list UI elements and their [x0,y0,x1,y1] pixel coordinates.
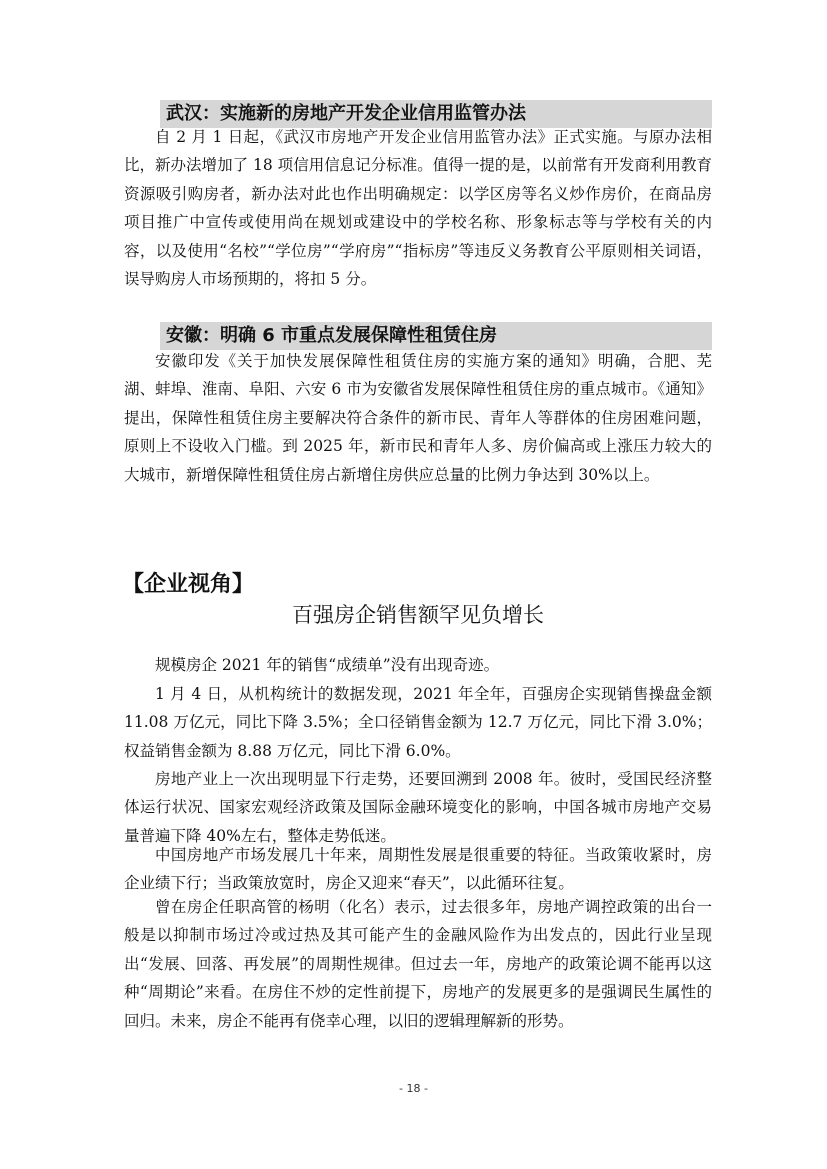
article-paragraph-1: 规模房企 2021 年的销售“成绩单”没有出现奇迹。 [155,656,500,674]
section-heading-wuhan: 武汉：实施新的房地产开发企业信用监管办法 [160,100,712,128]
section-heading-anhui: 安徽：明确 6 市重点发展保障性租赁住房 [160,322,712,350]
corner-label: 【企业视角】 [122,572,255,597]
page-number: - 18 - [399,1082,428,1095]
paragraph-anhui: 安徽印发《关于加快发展保障性租赁住房的实施方案的通知》明确，合肥、芜湖、蚌埠、淮南、阜阳、六安 6 市为安徽省发展保障性租赁住房的重点城市。《通知》提出，保障性租赁住房主要解决符合条件的新市民、青年人等群体的住房困难问题，原则上不设收入门槛。到 2025 年，新市民和青年人多、房价偏高或上涨压力较大的大城市，新增保障性租赁住房占新增住房供应总量的比例力争达到 30%以上。 [124,352,712,484]
article-paragraph-5: 曾在房企任职高管的杨明（化名）表示，过去很多年，房地产调控政策的出台一般是以抑制市场过冷或过热及其可能产生的金融风险作为出发点的，因此行业呈现出“发展、回落、再发展”的周期性规律。但过去一年，房地产的政策论调不能再以这种“周期论”来看。在房住不炒的定性前提下，房地产的发展更多的是强调民生属性的回归。未来，房企不能再有侥幸心理，以旧的逻辑理解新的形势。 [124,898,712,1030]
article-paragraph-4: 中国房地产市场发展几十年来，周期性发展是很重要的特征。当政策收紧时，房企业绩下行；当政策放宽时，房企又迎来“春天”，以此循环往复。 [124,846,712,893]
paragraph-wuhan: 自 2 月 1 日起，《武汉市房地产开发企业信用监管办法》正式实施。与原办法相比，新办法增加了 18 项信用信息记分标准。值得一提的是，以前常有开发商利用教育资源吸引购房者，新办法对此也作出明确规定：以学区房等名义炒作房价，在商品房项目推广中宣传或使用尚在规划或建设中的学校名称、形象标志等与学校有关的内容，以及使用“名校”“学位房”“学府房”“指标房”等违反义务教育公平原则相关词语，误导购房人市场预期的，将扣 5 分。 [124,128,712,289]
article-paragraph-3: 房地产业上一次出现明显下行走势，还要回溯到 2008 年。彼时，受国民经济整体运行状况、国家宏观经济政策及国际金融环境变化的影响，中国各城市房地产交易量普遍下降 40%左右，整体走势低迷。 [124,770,712,845]
article-title: 百强房企销售额罕见负增长 [292,603,544,627]
article-paragraph-2: 1 月 4 日，从机构统计的数据发现，2021 年全年，百强房企实现销售操盘金额 11.08 万亿元，同比下降 3.5%；全口径销售金额为 12.7 万亿元，同比下滑 3.0%；权益销售金额为 8.88 万亿元，同比下滑 6.0%。 [124,685,712,760]
